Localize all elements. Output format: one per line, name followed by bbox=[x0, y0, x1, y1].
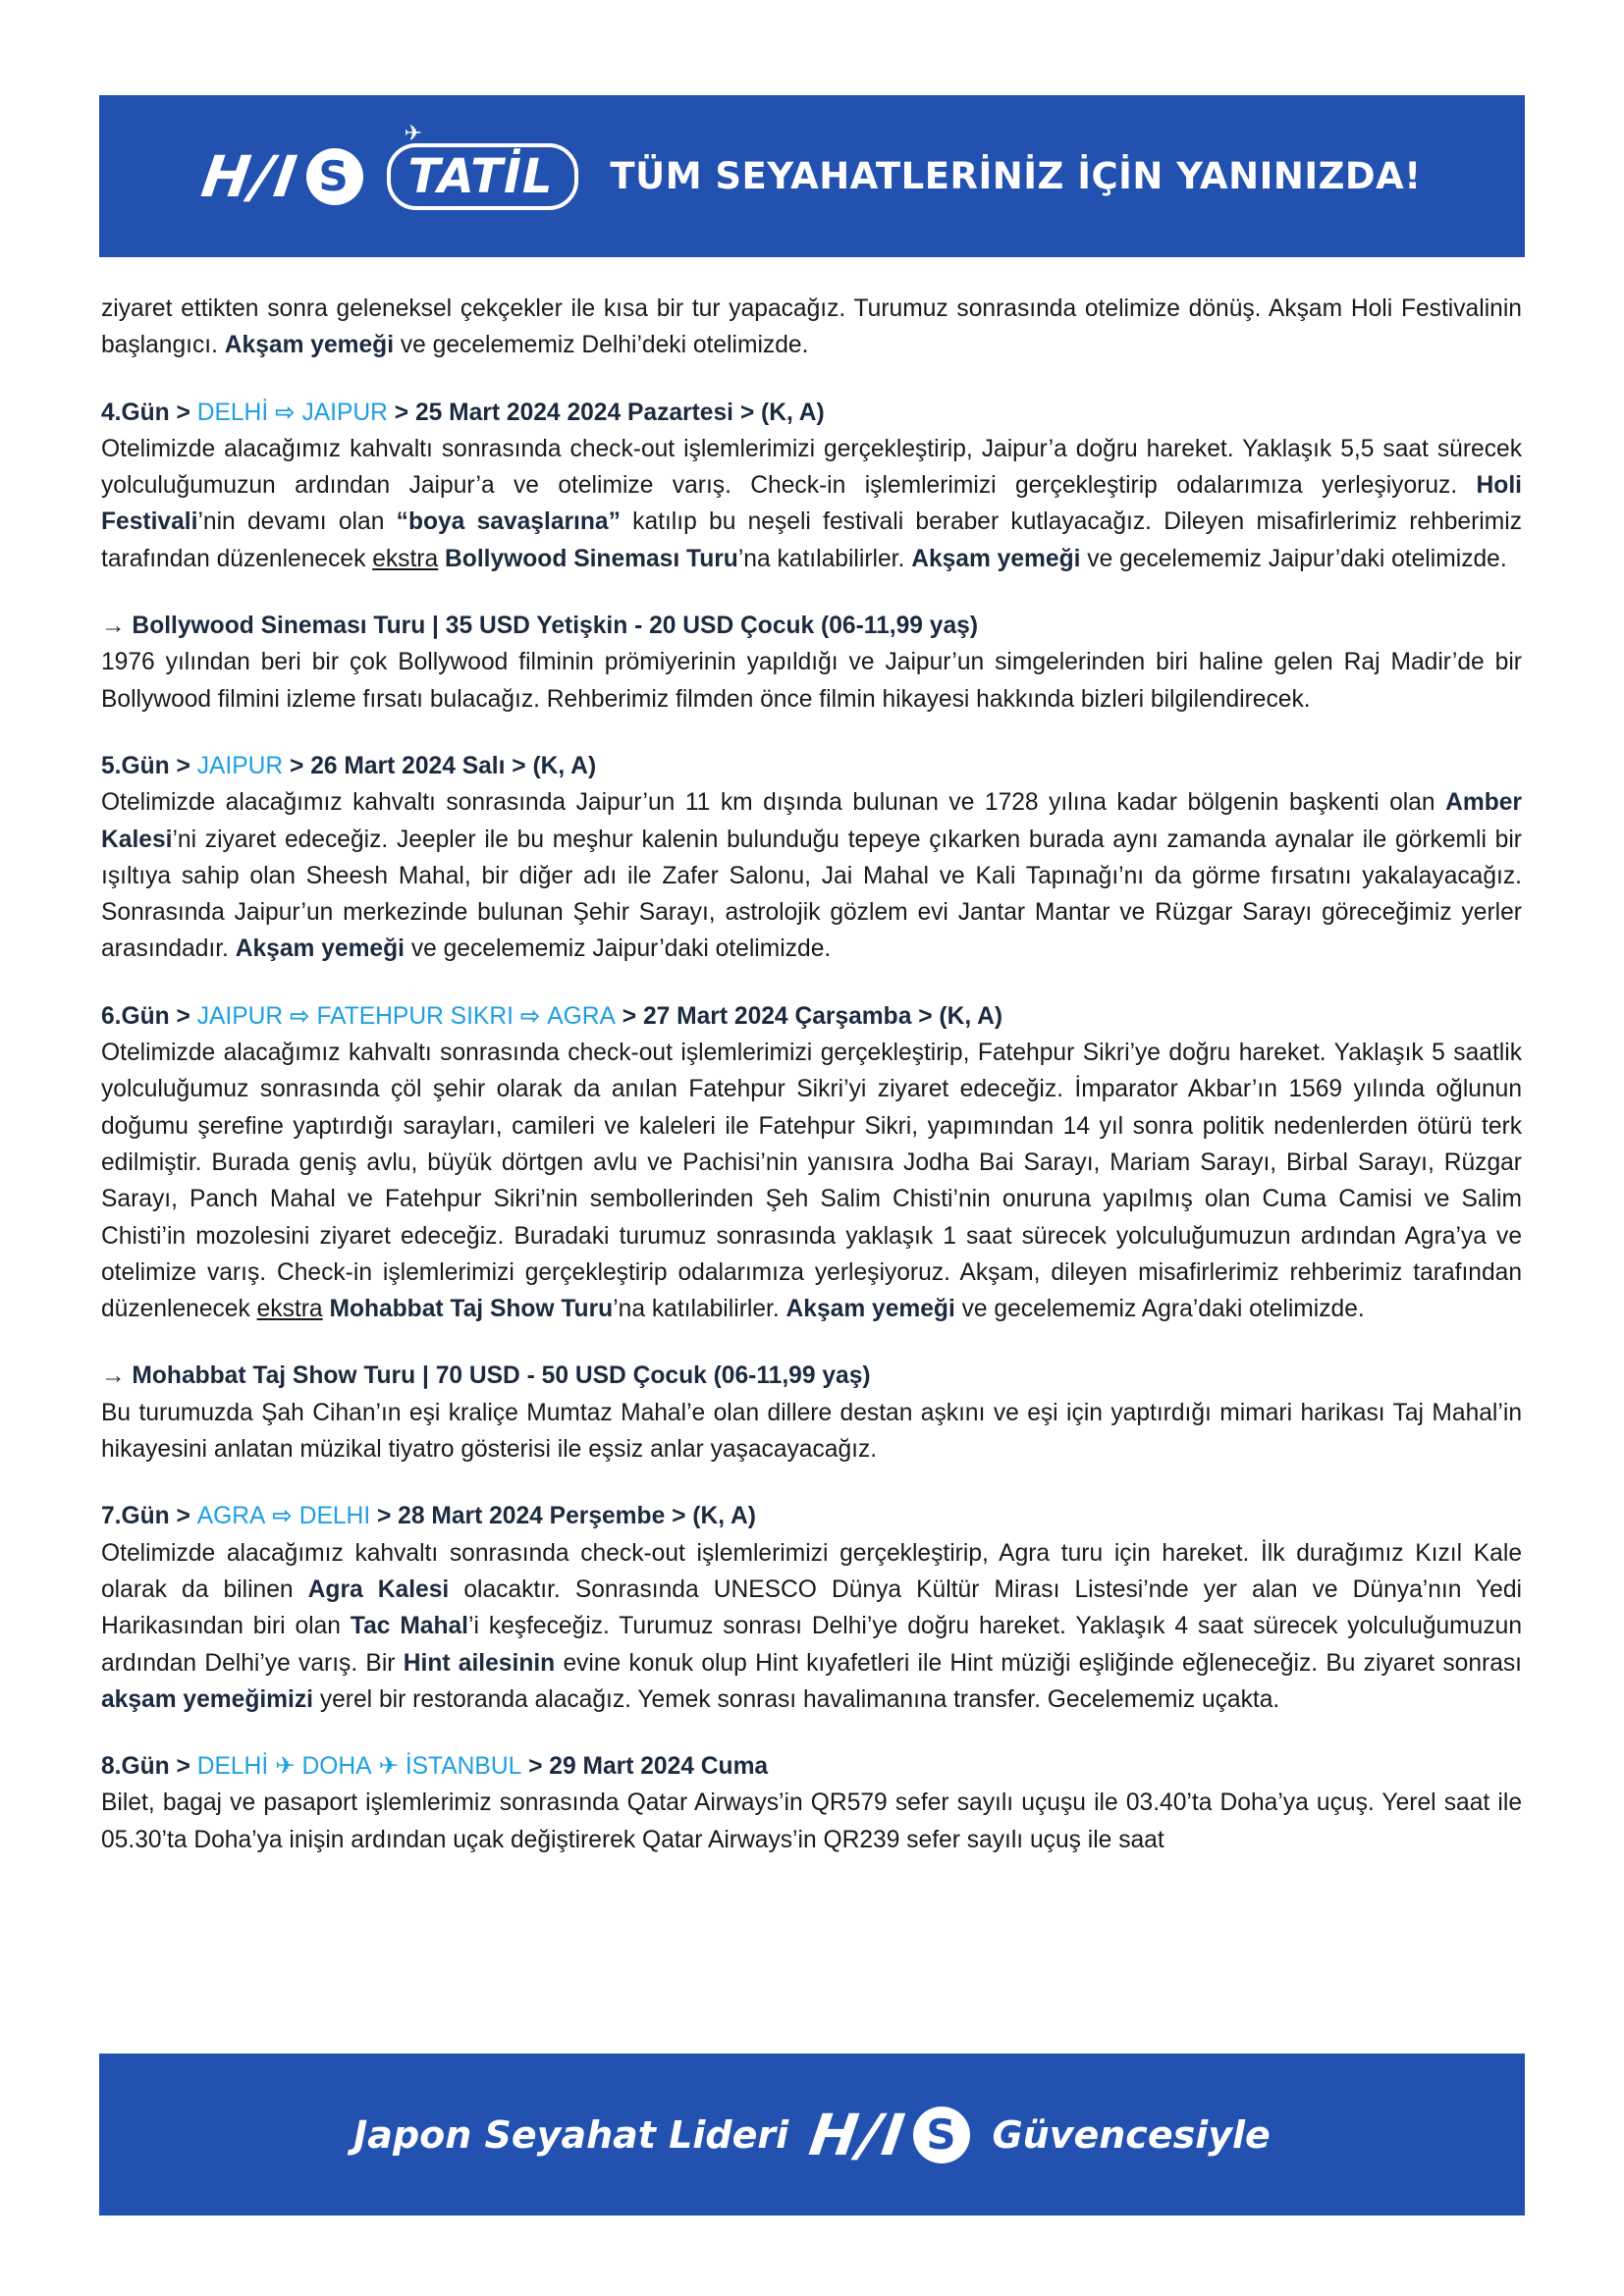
route-arrow-icon: ⇨ bbox=[290, 1002, 310, 1030]
day8-heading bbox=[101, 1748, 1522, 1785]
header-banner bbox=[99, 95, 1525, 257]
city-name: İSTANBUL bbox=[405, 1753, 522, 1781]
bold-span: Akşam yemeği bbox=[235, 935, 405, 963]
his-logo-s-circle: S bbox=[306, 148, 363, 205]
text-span bbox=[438, 546, 445, 572]
bold-span: Hint ailesinin bbox=[403, 1649, 556, 1677]
bold-span: Bollywood Sineması Turu bbox=[445, 545, 738, 572]
day-date: > 28 Mart 2024 Perşembe > (K, A) bbox=[370, 1503, 756, 1530]
extra1-heading: → Bollywood Sineması Turu | 35 USD Yetişkin - 20 USD Çocuk (06-11,99 yaş) bbox=[101, 613, 979, 640]
day-date: > 25 Mart 2024 2024 Pazartesi > (K, A) bbox=[387, 399, 825, 426]
city-name: JAIPUR bbox=[301, 399, 388, 426]
extra2-paragraph: Bu turumuzda Şah Cihan’ın eşi kraliçe Mumtaz Mahal’e olan dillere destan aşkını ve eşi için yaptırdığı mimari harikası Taj Mahal’in hikayesini anlatan müzikal tiyatro gösterisi ile eşsiz anlar yaşacayacağız. bbox=[101, 1399, 1522, 1464]
city-name: DELHI bbox=[298, 1503, 371, 1530]
flight-icon: ✈ bbox=[378, 1753, 399, 1781]
underline-span: ekstra bbox=[256, 1296, 323, 1323]
text-span: ve gecelememiz Jaipur’daki otelimizde. bbox=[1080, 545, 1507, 572]
intro-paragraph bbox=[101, 291, 1522, 364]
text-span: olacaktır. Sonrasında UNESCO Dünya Kültür Mirası Listesi’nde yer alan ve Dünya’nın Yedi Harikasından biri olan bbox=[101, 1575, 1522, 1640]
city-name: AGRA bbox=[196, 1503, 266, 1530]
text-span: evine konuk olup Hint kıyafetleri ile Hint müziği eşliğinde eğleneceğiz. Bu ziyaret sonrası bbox=[555, 1649, 1522, 1677]
tatil-logo bbox=[387, 121, 579, 210]
day-label: 8.Gün > bbox=[101, 1753, 197, 1781]
text-span: ’nin devamı olan bbox=[197, 508, 397, 536]
city-name: FATEHPUR SIKRI bbox=[316, 1002, 514, 1030]
bold-span: Tac Mahal bbox=[350, 1613, 469, 1640]
bold-span: Akşam yemeği bbox=[911, 545, 1081, 572]
bold-span: akşam yemeğimizi bbox=[101, 1685, 313, 1713]
text-span: ’na katılabilirler. bbox=[737, 545, 912, 572]
his-tatil-logo bbox=[197, 121, 578, 210]
text-span: ziyaret ettikten sonra geleneksel çekçekler ile kısa bir tur yapacağız. Turumuz sonrasında otelimize dönüş. Akşam Holi Festivalinin başlangıcı. bbox=[101, 295, 1522, 359]
day-date: > 29 Mart 2024 Cuma bbox=[521, 1753, 769, 1781]
text-span: ’i keşfeceğiz. Turumuz sonrası Delhi’ye doğru hareket. Yaklaşık 4 saat sürecek yolculuğumuzun ardından Delhi’ye varış. Bir bbox=[101, 1613, 1522, 1677]
route-arrow-icon: ⇨ bbox=[519, 1002, 541, 1030]
day-label: 6.Gün > bbox=[101, 1002, 197, 1030]
route-arrow-icon: ⇨ bbox=[275, 399, 296, 426]
bold-span: Akşam yemeği bbox=[224, 332, 395, 359]
city-name: JAIPUR bbox=[196, 752, 284, 779]
route-arrow-icon: ⇨ bbox=[272, 1503, 293, 1530]
day-label: 7.Gün > bbox=[101, 1503, 197, 1530]
day-label: 4.Gün > bbox=[101, 399, 197, 426]
city-name: JAIPUR bbox=[196, 1002, 284, 1030]
bold-span: Holi Festivali bbox=[101, 472, 1522, 536]
bold-span: Mohabbat Taj Show Turu bbox=[329, 1296, 614, 1323]
day8-paragraph: Bilet, bagaj ve pasaport işlemlerimiz sonrasında Qatar Airways’in QR579 sefer sayılı uçuşu ile 03.40’ta Doha’ya uçuş. Yerel saat ile 05.30’ta Doha’ya inişin ardından uçak değiştirerek Qatar Airways’in QR239 sefer sayılı uçuş ile saat bbox=[101, 1789, 1522, 1853]
text-span: Otelimizde alacağımız kahvaltı sonrasında check-out işlemlerimizi gerçekleştirip, Jaipur’a doğru hareket. Yaklaşık 5,5 saat sürecek yolculuğumuzun ardından Jaipur’a ve otelimize varış. Check-in işlemlerimizi gerçekleştirip odalarımıza yerleşiyoruz. bbox=[101, 435, 1522, 500]
text-span: ’na katılabilirler. bbox=[613, 1296, 786, 1323]
text-span: Otelimizde alacağımız kahvaltı sonrasında Jaipur’un 11 km dışında bulunan ve 1728 yılına kadar bölgenin başkenti olan bbox=[101, 789, 1446, 817]
text-span: Otelimizde alacağımız kahvaltı sonrasında check-out işlemlerimizi gerçekleştirip, Fatehpur Sikri’ye doğru hareket. Yaklaşık 5 saatlik yolculuğumuz sonrasında çöl şehir olarak da anılan Fatehpur Sikri’yi ziyaret edeceğiz. İmparator Akbar’ın 1569 yılında oğlunun doğumu şerefine yaptırdığı sarayları, camileri ve kaleleri ile Fatehpur Sikri, yapımından 14 yıl sonra politik nedenlerden ötürü terk edilmiştir. Burada geniş avlu, büyük dörtgen avlu ve Pachisi’nin yanısıra Jodha Bai Sarayı, Mariam Sarayı, Birbal Sarayı, Rüzgar Sarayı, Panch Mahal ve Fatehpur Sikri’nin sembollerinden Şeh Salim Chisti’nin onuruna yapılmış olan Cuma Camisi ve Salim Chisti’in mozolesini ziyaret edeceğiz. Buradaki turumuz sonrasında yaklaşık 1 saat sürecek yolculuğumuzun ardından Agra’ya ve otelimize varış. Check-in işlemlerimizi gerçekleştirip odalarımıza yerleşiyoruz. Akşam, dileyen misafirlerimiz rehberimiz tarafından düzenlenecek bbox=[101, 1040, 1522, 1323]
day-date: > 27 Mart 2024 Çarşamba > (K, A) bbox=[615, 1002, 1003, 1030]
day-label: 5.Gün > bbox=[101, 752, 197, 779]
day4-paragraph bbox=[101, 431, 1522, 577]
text-span: ’ni ziyaret edeceğiz. Jeepler ile bu meşhur kalenin bulunduğu tepeye çıkarken burada aynı zamanda aynalar ile görkemli bir ışıltıya sahip olan Sheesh Mahal, bir diğer adı ile Zafer Salonu, Jai Mahal ve Kali Tapınağı’nı da görme fırsatını yakalayacağız. Sonrasında Jaipur’un merkezinde bulunan Şehir Sarayı, astrolojik gözlem evi Jantar Mantar ve Rüzgar Sarayı göreceğimiz yerler arasındadır. bbox=[101, 826, 1522, 963]
extra2-heading: → Mohabbat Taj Show Turu | 70 USD - 50 USD Çocuk (06-11,99 yaş) bbox=[101, 1362, 871, 1390]
city-name: AGRA bbox=[547, 1002, 616, 1030]
footer-left-text: Japon Seyahat Lideri bbox=[353, 2112, 789, 2157]
city-name: DELHİ bbox=[196, 399, 269, 426]
text-span: ve gecelememiz Agra’daki otelimizde. bbox=[954, 1296, 1365, 1323]
header-slogan: TÜM SEYAHATLERİNİZ İÇİN YANINIZDA! bbox=[610, 155, 1422, 197]
text-span: yerel bir restoranda alacağız. Yemek sonrası havalimanına transfer. Gecelememiz uçakta. bbox=[313, 1685, 1280, 1713]
day6-heading bbox=[101, 998, 1522, 1035]
day5-heading bbox=[101, 748, 1522, 784]
underline-span: ekstra bbox=[372, 545, 439, 572]
day-date: > 26 Mart 2024 Salı > (K, A) bbox=[283, 752, 597, 779]
footer-banner bbox=[99, 2054, 1525, 2216]
extra1-paragraph: 1976 yılından beri bir çok Bollywood filminin prömiyerinin yapıldığı ve Jaipur’un simgelerinden biri haline gelen Raj Madir’de bir Bollywood filmini izleme fırsatı bulacağız. Rehberimiz filmden önce filmin hikayesi hakkında bizleri bilgilendirecek. bbox=[101, 649, 1522, 713]
his-logo-s-circle: S bbox=[913, 2107, 970, 2163]
day4-heading bbox=[101, 395, 1522, 431]
city-name: DOHA bbox=[301, 1753, 372, 1781]
bold-span: Agra Kalesi bbox=[307, 1575, 450, 1603]
his-logo-letters: H/I bbox=[805, 2101, 911, 2168]
bold-span: Amber Kalesi bbox=[101, 789, 1522, 853]
day6-paragraph bbox=[101, 1035, 1522, 1327]
his-logo bbox=[805, 2101, 970, 2168]
text-span: Otelimizde alacağımız kahvaltı sonrasında check-out işlemlerimizi gerçekleştirip, Agra turu için hareket. İlk durağımız Kızıl Kale olarak da bilinen bbox=[101, 1539, 1522, 1603]
flight-icon: ✈ bbox=[275, 1753, 296, 1781]
plane-icon: ✈ bbox=[404, 121, 424, 146]
day5-paragraph bbox=[101, 784, 1522, 967]
city-name: DELHİ bbox=[196, 1753, 269, 1781]
bold-span: Akşam yemeği bbox=[785, 1296, 955, 1323]
itinerary-content bbox=[101, 291, 1522, 1858]
text-span: katılıp bu neşeli festivali beraber kutlayacağız. Dileyen misafirlerimiz rehberimiz tarafından düzenlenecek bbox=[101, 508, 1523, 572]
bold-span: “boya savaşlarına” bbox=[396, 508, 621, 536]
his-logo-letters: H/I bbox=[197, 142, 303, 210]
his-logo bbox=[197, 142, 362, 210]
day7-paragraph bbox=[101, 1535, 1522, 1718]
footer-right-text: Güvencesiyle bbox=[992, 2112, 1271, 2157]
text-span: ve gecelememiz Jaipur’daki otelimizde. bbox=[404, 935, 832, 963]
text-span: ve gecelememiz Delhi’deki otelimizde. bbox=[394, 332, 809, 359]
day7-heading bbox=[101, 1498, 1522, 1534]
tatil-text: TATİL bbox=[407, 148, 554, 204]
